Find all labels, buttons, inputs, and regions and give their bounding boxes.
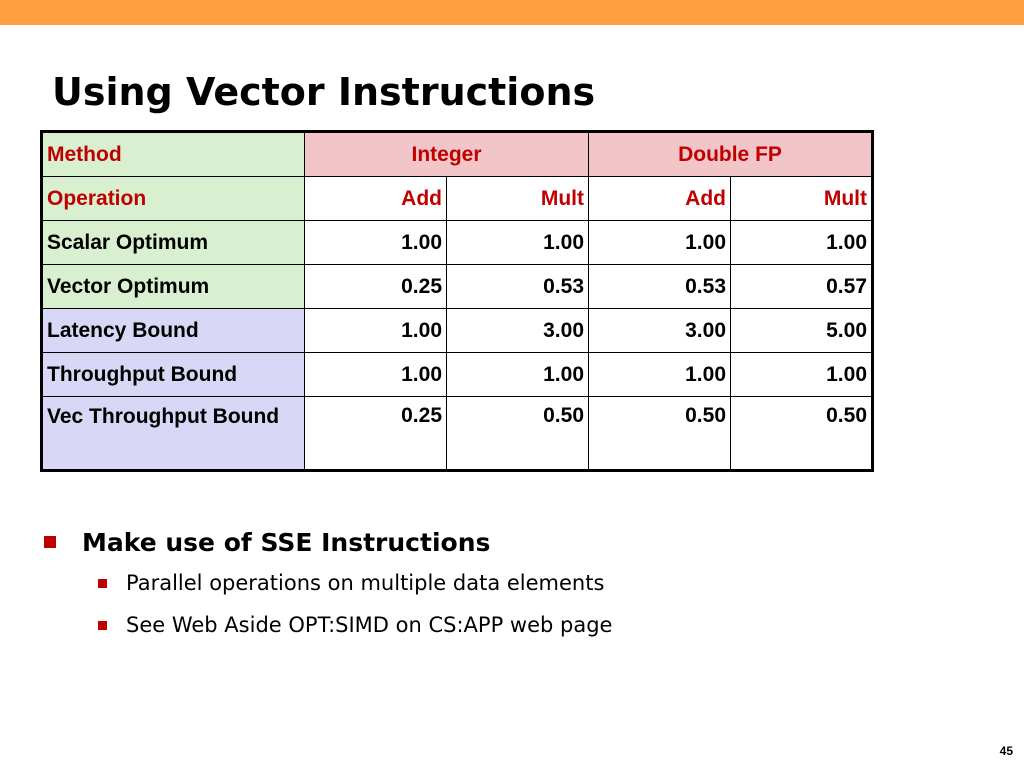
table-cell: 0.53 <box>447 265 589 309</box>
table-cell: 0.25 <box>305 265 447 309</box>
operation-header-cell: Operation <box>42 177 305 221</box>
table-row <box>42 265 873 309</box>
row-label-vector-optimum: Vector Optimum <box>42 265 305 309</box>
table-cell: 1.00 <box>447 221 589 265</box>
table-cell: 0.57 <box>731 265 873 309</box>
operation-cell-double-add: Add <box>589 177 731 221</box>
square-bullet-icon <box>44 536 56 548</box>
integer-header-cell: Integer <box>305 132 589 177</box>
square-bullet-icon <box>98 621 107 630</box>
table-cell: 1.00 <box>305 309 447 353</box>
operation-cell-integer-add: Add <box>305 177 447 221</box>
list-item <box>44 522 612 562</box>
row-label-scalar-optimum: Scalar Optimum <box>42 221 305 265</box>
table-cell: 1.00 <box>305 221 447 265</box>
table-cell: 1.00 <box>731 221 873 265</box>
table-cell: 1.00 <box>447 353 589 397</box>
table-cell: 0.50 <box>447 397 589 471</box>
list-item <box>98 604 612 646</box>
table-cell: 1.00 <box>731 353 873 397</box>
table-row <box>42 221 873 265</box>
table-row <box>42 353 873 397</box>
bullet-main-text: Make use of SSE Instructions <box>82 527 491 557</box>
table-cell: 1.00 <box>589 353 731 397</box>
bullet-list <box>44 522 612 646</box>
bullet-sub-text: Parallel operations on multiple data elements <box>126 571 605 595</box>
table-cell: 1.00 <box>589 221 731 265</box>
table-row <box>42 309 873 353</box>
double-fp-header-cell: Double FP <box>589 132 873 177</box>
table-cell: 0.50 <box>589 397 731 471</box>
table-cell: 5.00 <box>731 309 873 353</box>
square-bullet-icon <box>98 579 107 588</box>
list-item <box>98 562 612 604</box>
slide-title: Using Vector Instructions <box>52 70 596 114</box>
table-cell: 0.53 <box>589 265 731 309</box>
table-cell: 0.25 <box>305 397 447 471</box>
table-header-row <box>42 132 873 177</box>
row-label-latency-bound: Latency Bound <box>42 309 305 353</box>
table-cell: 1.00 <box>305 353 447 397</box>
bullet-sub-text: See Web Aside OPT:SIMD on CS:APP web page <box>126 613 613 637</box>
operation-cell-integer-mult: Mult <box>447 177 589 221</box>
performance-table <box>40 130 874 472</box>
row-label-throughput-bound: Throughput Bound <box>42 353 305 397</box>
row-label-vec-throughput-bound: Vec Throughput Bound <box>42 397 305 471</box>
table-cell: 0.50 <box>731 397 873 471</box>
operation-row <box>42 177 873 221</box>
table-cell: 3.00 <box>447 309 589 353</box>
page-number: 45 <box>999 744 1013 758</box>
operation-cell-double-mult: Mult <box>731 177 873 221</box>
method-header-cell: Method <box>42 132 305 177</box>
top-accent-bar <box>0 0 1024 25</box>
table-cell: 3.00 <box>589 309 731 353</box>
table-row <box>42 397 873 471</box>
